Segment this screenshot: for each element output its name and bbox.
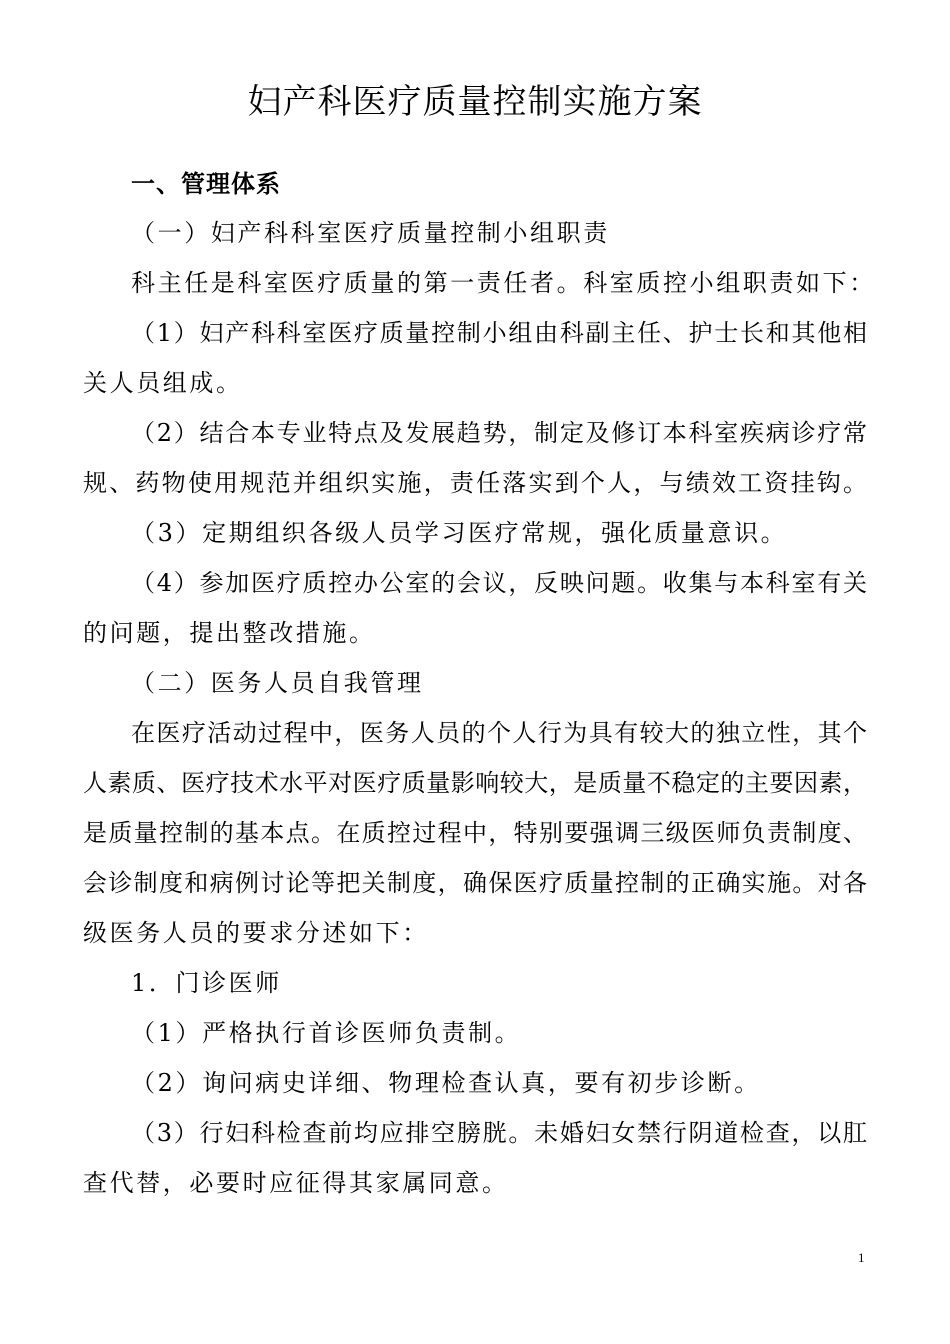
paragraph-line: （4）参加医疗质控办公室的会议，反映问题。收集与本科室有关 [131, 569, 867, 597]
paragraph-line: （1）严格执行首诊医师负责制。 [131, 1019, 522, 1047]
paragraph-line: 在医疗活动过程中，医务人员的个人行为具有较大的独立性，其个 [131, 719, 867, 747]
paragraph-line: （2）询问病史详细、物理检查认真，要有初步诊断。 [131, 1069, 761, 1097]
paragraph-line: 级医务人员的要求分述如下： [83, 919, 429, 947]
paragraph-line: 会诊制度和病例讨论等把关制度，确保医疗质量控制的正确实施。对各 [83, 869, 867, 897]
paragraph-line: 查代替，必要时应征得其家属同意。 [83, 1169, 509, 1197]
paragraph-line: 人素质、医疗技术水平对医疗质量影响较大，是质量不稳定的主要因素， [83, 769, 867, 797]
section-heading: 一、管理体系 [131, 170, 281, 198]
paragraph-line: 科主任是科室医疗质量的第一责任者。科室质控小组职责如下： [131, 269, 876, 297]
paragraph-line: （1）妇产科科室医疗质量控制小组由科副主任、护士长和其他相 [131, 319, 867, 347]
subsection-heading: （二）医务人员自我管理 [131, 669, 424, 697]
paragraph-line: 关人员组成。 [83, 369, 243, 397]
paragraph-line: （3）行妇科检查前均应排空膀胱。未婚妇女禁行阴道检查，以肛 [131, 1119, 867, 1147]
paragraph-line: 规、药物使用规范并组织实施，责任落实到个人，与绩效工资挂钩。 [83, 469, 867, 497]
paragraph-line: 的问题，提出整改措施。 [83, 619, 376, 647]
page-number: 1 [858, 1250, 865, 1265]
paragraph-line: （3）定期组织各级人员学习医疗常规，强化质量意识。 [131, 519, 788, 547]
subsection-heading: 1．门诊医师 [131, 969, 282, 997]
document-title: 妇产科医疗质量控制实施方案 [247, 82, 703, 122]
subsection-heading: （一）妇产科科室医疗质量控制小组职责 [131, 219, 610, 247]
paragraph-line: 是质量控制的基本点。在质控过程中，特别要强调三级医师负责制度、 [83, 819, 867, 847]
paragraph-line: （2）结合本专业特点及发展趋势，制定及修订本科室疾病诊疗常 [131, 419, 867, 447]
